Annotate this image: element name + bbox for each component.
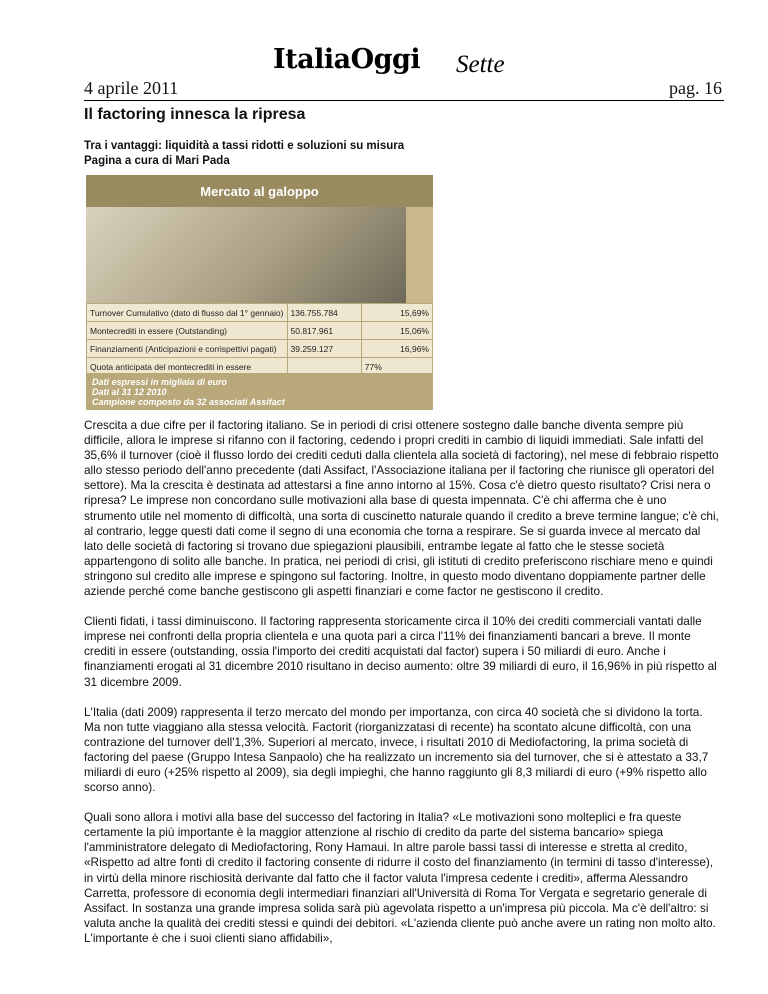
dateline — [84, 78, 724, 101]
article-subhead — [84, 139, 404, 169]
row-value: 50.817.961 — [287, 322, 361, 340]
masthead-brand: ItaliaOggi — [273, 44, 421, 75]
table-row — [87, 304, 433, 322]
row-label: Turnover Cumulativo (dato di flusso dal 1° gennaio) — [87, 304, 288, 322]
market-figure — [86, 175, 433, 410]
row-change: 16,96% — [361, 340, 432, 358]
subhead-line-2: Pagina a cura di Mari Pada — [84, 155, 230, 167]
row-change: 15,69% — [361, 304, 432, 322]
paragraph: Clienti fidati, i tassi diminuiscono. Il factoring rappresenta storicamente circa il 10% dei crediti commerciali vantati dalle imprese nei confronti della propria clientela e una quota pari a circa l'11% dei finanziamenti bancari a breve. Il monte crediti in essere (outstanding, ossia l'importo dei crediti acquistati dal factor) supera i 50 miliardi di euro. Anche i finanziamenti erogati al 31 dicembre 2010 risultano in deciso aumento: oltre 39 miliardi di euro, il 16,96% in più rispetto al 31 dicembre 2009. — [84, 614, 717, 689]
figure-title: Mercato al galoppo — [86, 175, 433, 207]
table-row — [87, 340, 433, 358]
subhead-line-1: Tra i vantaggi: liquidità a tassi ridotti e soluzioni su misura — [84, 140, 405, 152]
row-label: Finanziamenti (Anticipazioni e corrispettivi pagati) — [87, 340, 288, 358]
page-number: pag. 16 — [669, 78, 722, 98]
masthead — [0, 40, 768, 80]
issue-date: 4 aprile 2011 — [84, 78, 179, 98]
figure-table — [86, 303, 433, 376]
row-value: 39.259.127 — [287, 340, 361, 358]
masthead-sub: Sette — [456, 51, 505, 78]
row-label: Montecrediti in essere (Outstanding) — [87, 322, 288, 340]
article-body — [84, 418, 722, 961]
figure-footnote — [86, 373, 433, 410]
row-label: Quota anticipata del montecrediti in essere — [87, 358, 288, 376]
article-headline: Il factoring innesca la ripresa — [84, 106, 306, 123]
paragraph: Crescita a due cifre per il factoring italiano. Se in periodi di crisi ottenere sostegno dalle banche diventa sempre più difficile, allora le imprese si rifanno con il factoring, cedendo i propri crediti in cambio di liquidi immediati. Sale infatti del 35,6% il turnover (cioè il flusso lordo dei crediti ceduti dalla clientela alla società di factoring), nel mese di febbraio rispetto allo stesso periodo dell'anno precedente (dati Assifact, l'Associazione italiana per il factoring che riunisce gli operatori del settore). Ma la crescita è destinata ad attestarsi a fine anno intorno al 15%. Cosa c'è dietro questo risultato? Crisi nera o ripresa? Le imprese non concordano sulle motivazioni alla base di questa impennata. C'è chi afferma che è uno strumento utile nel momento di difficoltà, una sorta di cuscinetto naturale quando il credito a breve termine langue; c'è chi, al contrario, legge questi dati come il segno di una economia che torna a respirare. Se si guarda invece al mercato dal lato delle società di factoring si trovano due spiegazioni plausibili, entrambe legate al fatto che le stesse società appartengono di solito alle banche. In pratica, nei periodi di crisi, gli istituti di credito preferiscono rischiare meno e quindi stringono sul credito alle imprese e spingono sul factoring. Inoltre, in questo modo diventano doppiamente partner delle aziende perché come banche gestiscono gli aspetti finanziari e come factor ne gestiscono il credito. — [84, 418, 719, 599]
row-change: 15,06% — [361, 322, 432, 340]
row-value: 136.755.784 — [287, 304, 361, 322]
footnote-line-3: Campione composto da 32 associati Assifact — [92, 397, 285, 407]
footnote-line-1: Dati espressi in migliaia di euro — [92, 377, 228, 387]
paragraph: Quali sono allora i motivi alla base del successo del factoring in Italia? «Le motivazioni sono molteplici e fra queste certamente la più importante è la maggior attenzione al rischio di credito da parte del sistema bancario» spiega l'amministratore delegato di Mediofactoring, Rony Hamaui. In altre parole bassi tassi di interesse e stretta al credito, «Rispetto ad altre fonti di credito il factoring consente di ridurre il costo del finanziamento (in termini di tasso d'interesse), in virtù della minore rischiosità derivante dal fatto che il factor valuta l'impresa cedente i crediti», afferma Alessandro Carretta, professore di economia degli intermediari finanziari all'Università di Roma Tor Vergata e segretario generale di Assifact. In sostanza una grande impresa solida sarà più agevolata rispetto a un'impresa più piccola. Ma c'è dell'altro: si valuta anche la qualità dei crediti stessi e quindi dei debitori. «L'azienda cliente può anche avere un rating non molto alto. L'importante è che i suoi clienti siano affidabili», — [84, 810, 716, 945]
row-change: 77% — [361, 358, 432, 376]
footnote-line-2: Dati al 31 12 2010 — [92, 387, 167, 397]
paragraph: L'Italia (dati 2009) rappresenta il terzo mercato del mondo per importanza, con circa 40 società che si dividono la torta. Ma non tutte viaggiano alla stessa velocità. Factorit (riorganizzatasi di recente) ha scontato alcune difficoltà, con una contrazione del turnover dell'1,3%. Superiori al mercato, invece, i risultati 2010 di Mediofactoring, la prima società di factoring del paese (Gruppo Intesa Sanpaolo) che ha realizzato un incremento sia del turnover, che si è attestato a 33,7 miliardi di euro (+25% rispetto al 2009), sia degli impieghi, che hanno raggiunto gli 8,3 miliardi di euro (+9% rispetto allo scorso anno). — [84, 704, 709, 795]
table-row — [87, 322, 433, 340]
